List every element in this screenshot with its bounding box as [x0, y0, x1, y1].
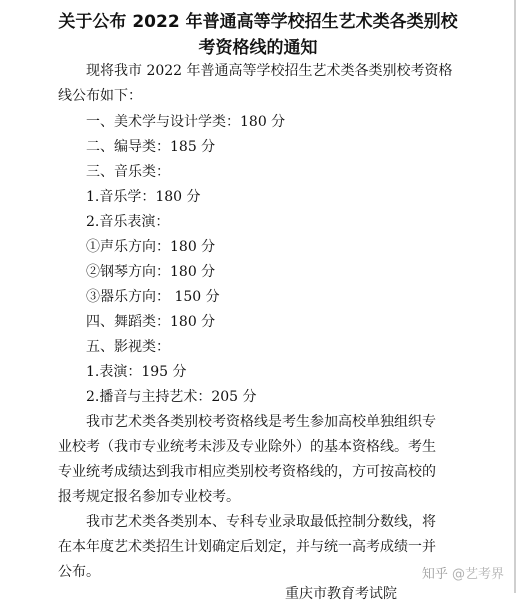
- item-film-tv: 五、影视类：: [86, 339, 170, 355]
- item-dance: 四、舞蹈类：180 分: [86, 314, 216, 330]
- intro-paragraph-line-1: 现将我市 2022 年普通高等学校招生艺术类各类别校考资格: [86, 63, 453, 79]
- body-paragraph-2-line-2: 在本年度艺术类招生计划确定后划定，并与统一高考成绩一并: [58, 539, 436, 555]
- item-musicology: 1.音乐学：180 分: [86, 189, 201, 205]
- item-vocal: ①声乐方向：180 分: [86, 239, 216, 255]
- body-paragraph-1-line-3: 专业统考成绩达到我市相应类别校考资格线的，方可按高校的: [58, 464, 436, 480]
- body-paragraph-1-line-2: 业校考（我市专业统考未涉及专业除外）的基本资格线。考生: [58, 439, 436, 455]
- watermark-platform: 知乎: [421, 567, 448, 582]
- item-directing: 二、编导类：185 分: [86, 139, 216, 155]
- title-line-1: 关于公布 2022 年普通高等学校招生艺术类各类别校: [58, 12, 458, 32]
- item-instrumental: ③器乐方向： 150 分: [86, 289, 220, 305]
- body-paragraph-1-line-1: 我市艺术类各类别校考资格线是考生参加高校单独组织专: [86, 414, 436, 430]
- body-paragraph-1-line-4: 报考规定报名参加专业校考。: [58, 489, 240, 505]
- item-piano: ②钢琴方向：180 分: [86, 264, 216, 280]
- intro-paragraph-line-2: 线公布如下：: [58, 88, 142, 104]
- item-music: 三、音乐类：: [86, 164, 170, 180]
- title-line-2: 考资格线的通知: [198, 38, 318, 58]
- item-broadcasting: 2.播音与主持艺术：205 分: [86, 389, 257, 405]
- body-paragraph-2-line-3: 公布。: [58, 564, 100, 580]
- item-music-performance: 2.音乐表演：: [86, 214, 170, 230]
- watermark-author: @艺考界: [451, 567, 504, 582]
- item-art-design: 一、美术学与设计学类：180 分: [86, 114, 286, 130]
- signature-issuer: 重庆市教育考试院: [285, 586, 397, 602]
- body-paragraph-2-line-1: 我市艺术类各类别本、专科专业录取最低控制分数线，将: [86, 514, 436, 530]
- item-acting: 1.表演：195 分: [86, 364, 187, 380]
- zhihu-watermark: [422, 563, 504, 582]
